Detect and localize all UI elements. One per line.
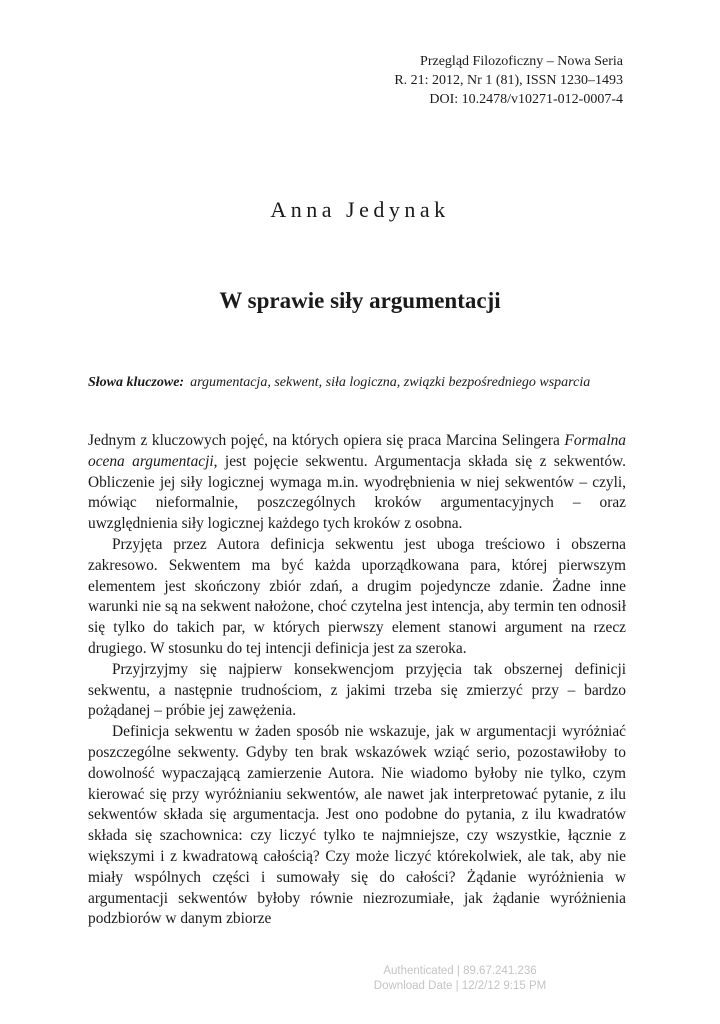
journal-name: Przegląd Filozoficzny – Nowa Seria (420, 54, 623, 69)
cited-work-title: Formalna ocena argumentacji (88, 432, 626, 470)
download-date-line: Download Date | 12/2/12 9:15 PM (373, 980, 547, 992)
keywords-text: argumentacja, sekwent, siła logiczna, związki bezpośredniego wsparcia (190, 375, 591, 390)
keywords-label: Słowa kluczowe: (88, 375, 185, 390)
author-name: Anna Jedynak (270, 197, 450, 222)
paragraph-2: Przyjęta przez Autora definicja sekwentu jest uboga treściowo i obszerna zakresowo. Sekwentem ma być każda uporządkowana para, której pierwszym elementem jest skończony zbiór zdań, a drugim pojedyncze zdanie. Żadne inne warunki nie są na sekwent nałożone, choć czytelna jest intencja, aby termin ten odnosił się tylko do takich par, w których pierwszy element stanowi argument na rzecz drugiego. W stosunku do tej intencji definicja jest za szeroka. (88, 535, 626, 657)
paragraph-4: Definicja sekwentu w żaden sposób nie wskazuje, jak w argumentacji wyróżniać poszczególne sekwenty. Gdyby ten brak wskazówek wziąć serio, pozostawiłoby to dowolność wypaczającą zamierzenie Autora. Nie wiadomo byłoby nie tylko, czym kierować się przy wyróżnianiu sekwentów, ale nawet jak interpretować pytanie, z ilu sekwentów składa się argumentacja. Jest ono podobne do pytania, z ilu kwadratów składa się szachownica: czy liczyć tylko te najmniejsze, czy wszystkie, łącznie z większymi i z kwadratową całością? Czy może liczyć którekolwiek, ale tak, aby nie miały wspólnych części i sumowały się do całości? Żądanie wyróżnienia w argumentacji sekwentów byłoby równie niezrozumiałe, jak żądanie wyróżnienia podzbiorów w danym zbiorze (88, 723, 626, 928)
journal-doi: DOI: 10.2478/v10271-012-0007-4 (429, 92, 623, 107)
download-watermark (360, 964, 560, 994)
authenticated-line: Authenticated | 89.67.241.236 (383, 965, 537, 977)
article-title: W sprawie siły argumentacji (219, 288, 501, 313)
keywords-block (88, 373, 628, 392)
journal-issue: R. 21: 2012, Nr 1 (81), ISSN 1230–1493 (394, 73, 623, 88)
journal-header (394, 52, 623, 109)
paragraph-1-start: Jednym z kluczowych pojęć, na których opiera się praca Marcina Selingera (88, 432, 565, 449)
article-body (88, 431, 626, 930)
paragraph-3: Przyjrzyjmy się najpierw konsekwencjom przyjęcia tak obszernej definicji sekwentu, a następnie trudnościom, z jakimi trzeba się zmierzyć przy – bardzo pożądanej – próbie jej zawężenia. (88, 660, 626, 720)
paragraph-1 (88, 431, 626, 535)
paragraph-1-end: , jest pojęcie sekwentu. Argumentacja składa się z sekwentów. Obliczenie jej siły logicznej wymaga m.in. wyodrębnienia w niej sekwentów – czyli, mówiąc nieformalnie, poszczególnych kroków argumentacyjnych – oraz uwzględnienia siły logicznej każdego tych kroków z osobna. (88, 452, 626, 533)
